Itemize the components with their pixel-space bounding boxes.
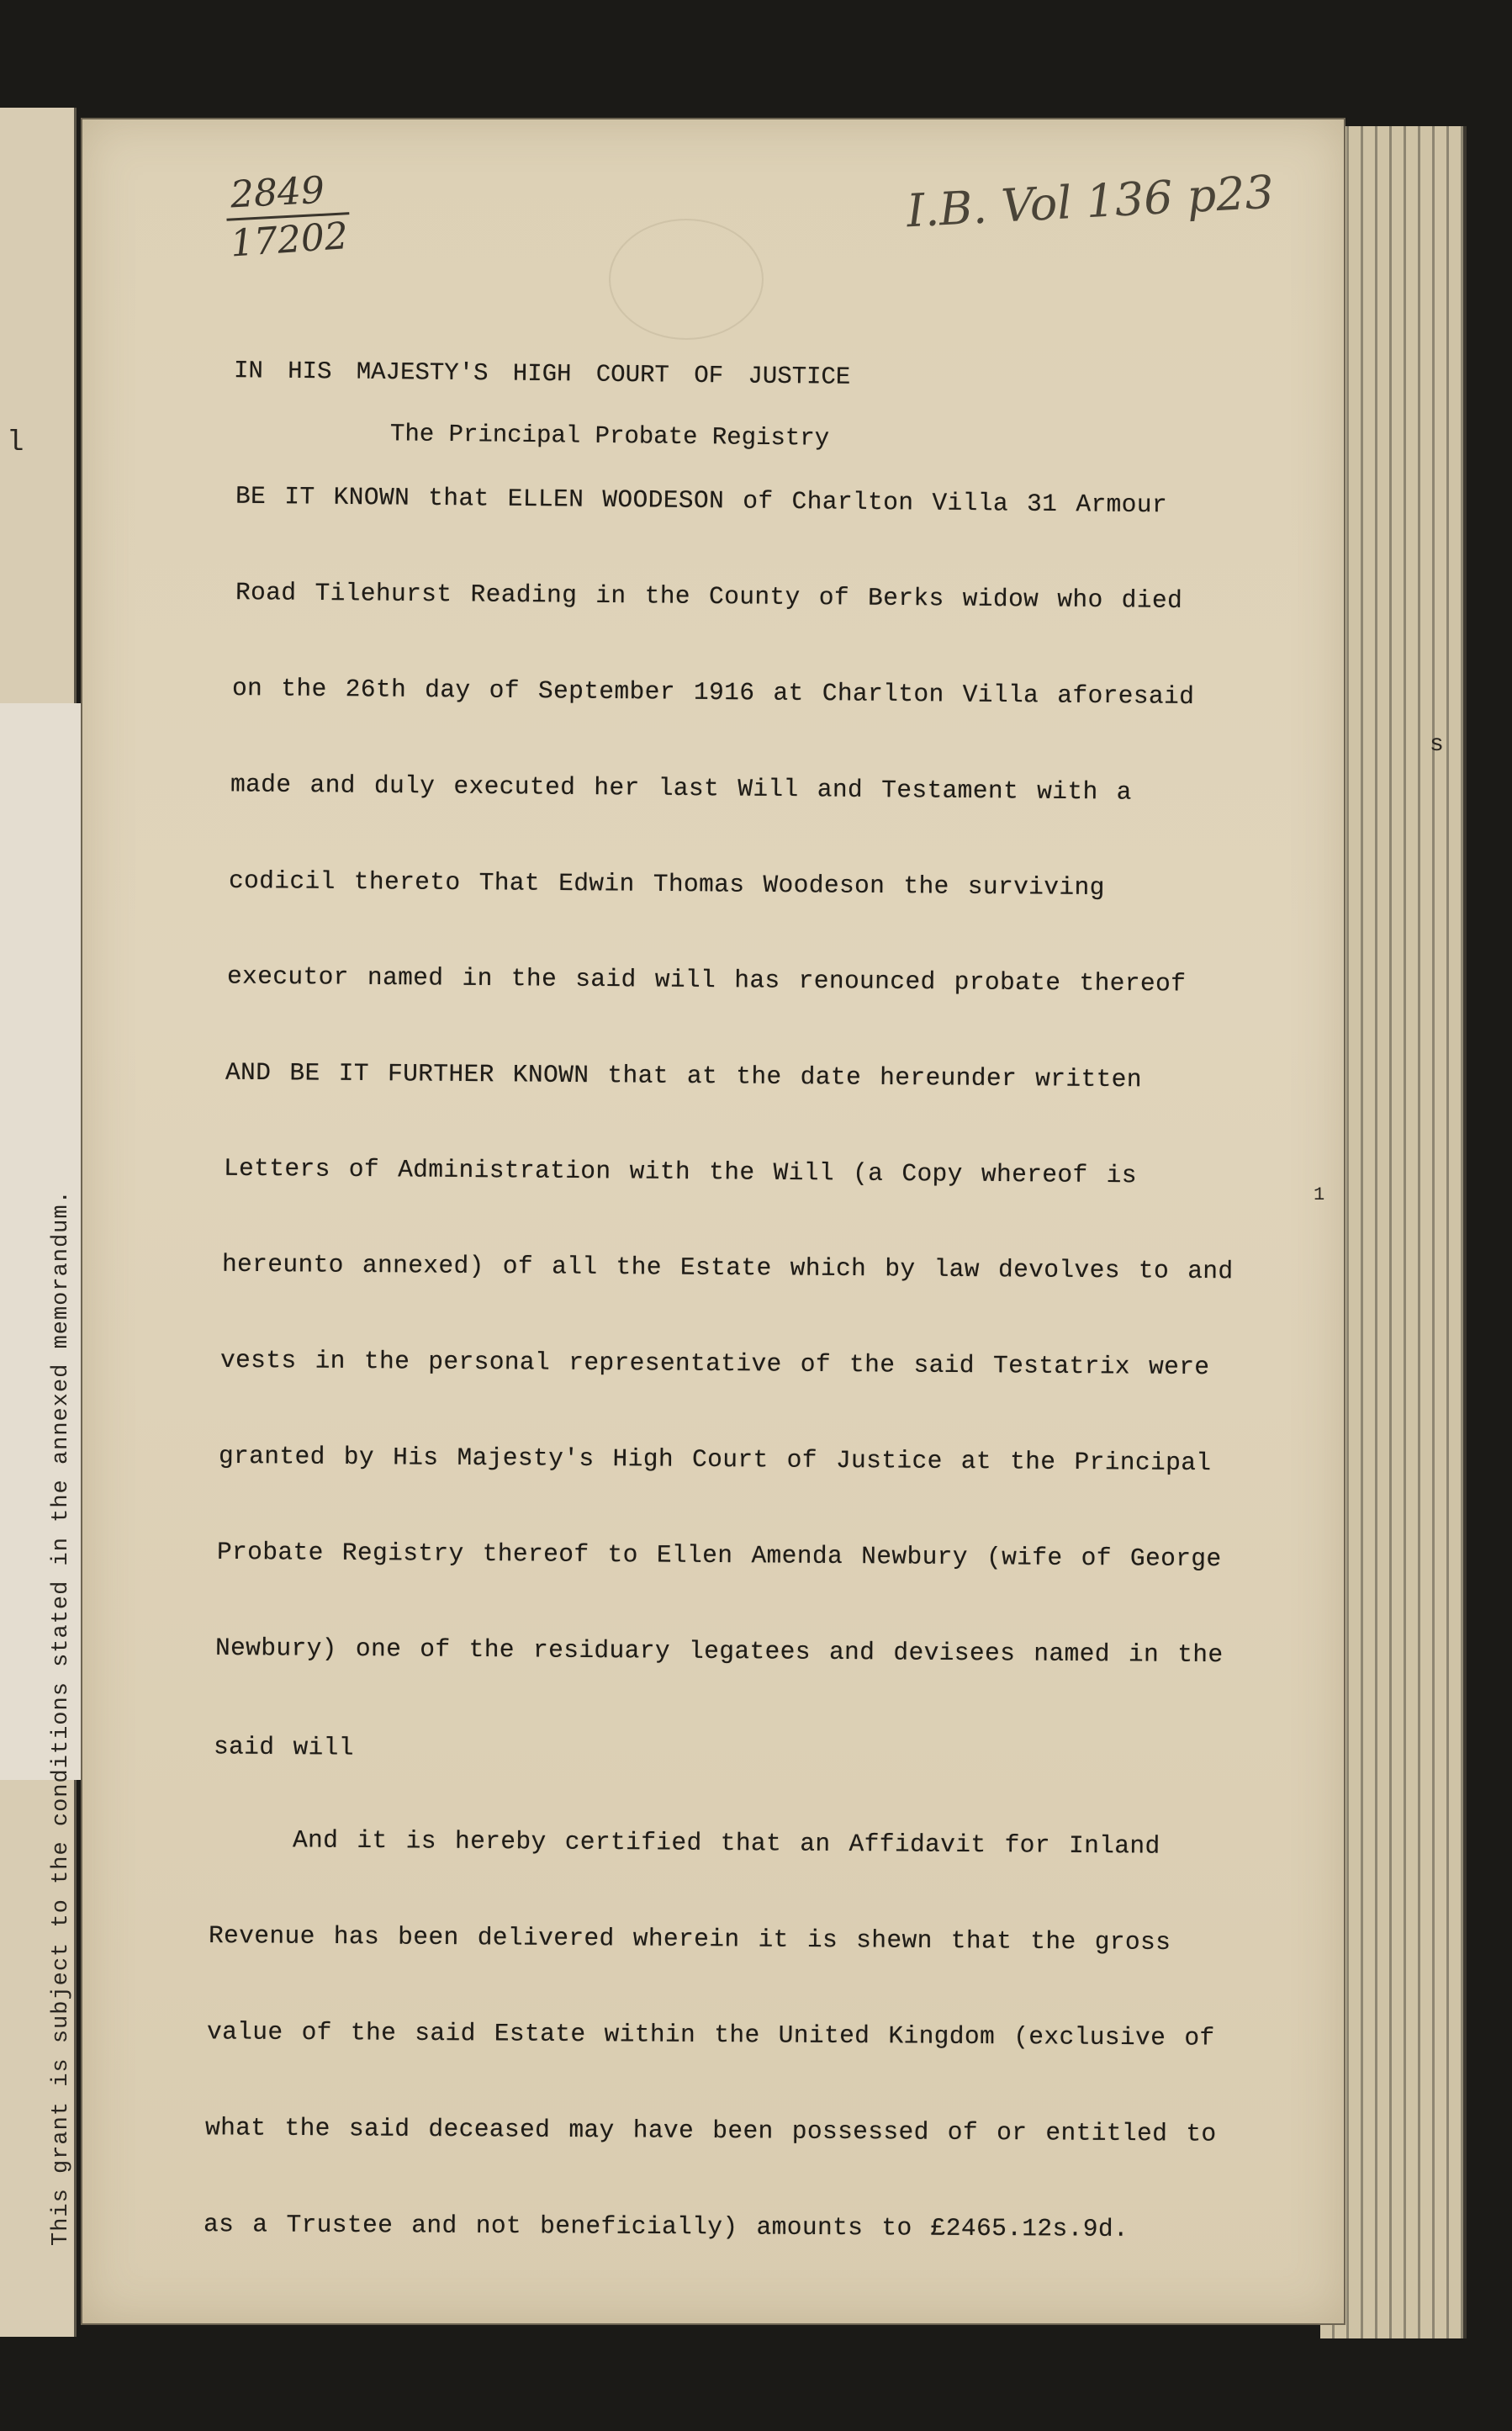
text-line: BE IT KNOWN that ELLEN WOODESON of Charlton Villa 31 Armour xyxy=(235,481,1168,520)
volume-reference: I.B. Vol 136 p23 xyxy=(905,165,1276,238)
text-line: Probate Registry thereof to Ellen Amenda Newbury (wife of George xyxy=(216,1537,1222,1574)
text-line: codicil thereto That Edwin Thomas Woodeson the surviving xyxy=(228,866,1105,903)
text-line: said will xyxy=(213,1732,355,1762)
probate-record-page xyxy=(81,118,1345,2325)
registry-subheading: The Principal Probate Registry xyxy=(389,420,830,453)
ref-number-top: 2849 xyxy=(225,167,350,221)
left-page-fragment: l xyxy=(7,427,24,459)
right-edge-fragment-1: 1 xyxy=(1314,1184,1325,1205)
right-edge-fragment: s xyxy=(1430,732,1444,758)
text-line: Letters of Administration with the Will (a Copy whereof is xyxy=(223,1153,1138,1190)
text-line: hereunto annexed) of all the Estate which by law devolves to and xyxy=(221,1249,1234,1286)
embossed-crest-icon xyxy=(609,219,764,340)
text-line: vests in the personal representative of the said Testatrix were xyxy=(219,1345,1210,1382)
text-line: executor named in the said will has renounced probate thereof xyxy=(226,961,1187,998)
text-line: AND BE IT FURTHER KNOWN that at the date hereunder written xyxy=(225,1057,1143,1094)
text-line: on the 26th day of September 1916 at Charlton Villa aforesaid xyxy=(231,674,1195,711)
vertical-margin-note: This grant is subject to the conditions stated in the annexed memorandum. xyxy=(49,1189,74,2246)
text-line: granted by His Majesty's High Court of Justice at the Principal xyxy=(218,1441,1212,1478)
text-line: And it is hereby certified that an Affidavit for Inland xyxy=(292,1825,1160,1861)
text-line: Revenue has been delivered wherein it is shewn that the gross xyxy=(208,1921,1171,1957)
handwritten-reference-numbers xyxy=(225,168,350,266)
ref-number-bottom: 17202 xyxy=(229,214,350,266)
text-line: made and duly executed her last Will and Testament with a xyxy=(230,770,1133,807)
text-line: value of the said Estate within the United Kingdom (exclusive of xyxy=(206,2017,1215,2052)
text-line: Newbury) one of the residuary legatees and devisees named in the xyxy=(214,1633,1224,1670)
court-heading: IN HIS MAJESTY'S HIGH COURT OF JUSTICE xyxy=(233,357,851,391)
inserted-slip xyxy=(0,703,93,1780)
text-line: Road Tilehurst Reading in the County of Berks widow who died xyxy=(235,578,1183,615)
text-line: as a Trustee and not beneficially) amounts to £2465.12s.9d. xyxy=(203,2210,1129,2243)
text-line: what the said deceased may have been possessed of or entitled to xyxy=(204,2113,1217,2148)
